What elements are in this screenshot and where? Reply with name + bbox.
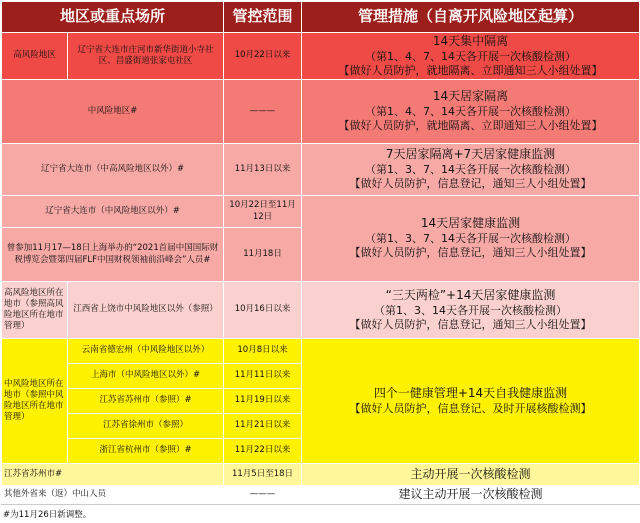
measure-line: 14天居家隔离 [432,89,509,104]
dalian-date-1: 11月13日以来 [224,144,302,196]
header-measures: 管理措施（自离开风险地区起算） [302,2,640,33]
table-row [2,464,640,486]
measure-line: 建议主动开展一次核酸检测 [398,487,543,502]
measure-line: （第1、3、7、14天各开展一次核酸检测） [365,163,577,176]
measure-line: （第1、3、14天各开展一次核酸检测） [374,303,568,317]
yellow-group-label: 中风险地区所在地市（参照中风险地区所在地市管理） [2,339,68,464]
measure-line: 【做好人员防护，信息登记，通知三人小组处置】 [349,177,592,191]
table-row [2,80,640,144]
measure-line: 【做好人员防护，就地隔离、立即通知三人小组处置】 [338,119,603,133]
zhongshan-date: ——— [224,486,302,505]
table-row [2,339,640,364]
high-risk-area: 辽宁省大连市庄河市新华街道小寺社区、昌盛街道张家屯社区 [68,33,224,80]
high-risk-measures [302,33,640,80]
suzhou-area: 江苏省苏州市# [2,464,224,486]
measure-line: 【做好人员防护，信息登记，通知三人小组处置】 [349,317,592,331]
measure-line: 主动开展一次核酸检测 [410,466,531,481]
dalian-date-2: 10月22日至11月12日 [224,196,302,228]
measure-line: 【做好人员防护，信息登记、及时开展核酸检测】 [349,401,592,415]
yellow-area-1: 云南省德宏州（中风险地区以外） [68,339,224,364]
shangrao-measures [302,282,640,339]
risk-area-table [1,1,640,505]
header-scope: 管控范围 [224,2,302,33]
measure-line: （第1、4、7、14天各开展一次核酸检测） [365,49,577,63]
dalian-measures [302,144,640,196]
high-risk-date: 10月22日以来 [224,33,302,80]
expo-date: 11月18日 [224,228,302,282]
yellow-date-5: 11月22日以来 [224,439,302,464]
home-monitor-measures [302,196,640,282]
footnote: #为11月26日新调整。 [3,510,92,520]
measure-line: 7天居家隔离+7天居家健康监测 [385,147,556,162]
measure-line: 四个一健康管理+14天自我健康监测 [373,386,568,401]
suzhou-measures [302,464,640,486]
yellow-area-2: 上海市（中风险地区以外）# [68,364,224,389]
table-row [2,144,640,196]
dalian-area-1: 辽宁省大连市（中高风险地区以外）# [2,144,224,196]
yellow-date-4: 11月21日以来 [224,414,302,439]
zhongshan-area: 其他外省来（返）中山人员 [2,486,224,505]
mid-risk-date: ——— [224,80,302,144]
shangrao-label: 高风险地区所在地市（参照高风险地区所在地市管理） [2,282,68,339]
measure-line: （第1、3、7、14天各开展一次核酸检测） [365,232,577,245]
measure-line: （第1、4、7、14天各开展一次核酸检测） [365,105,577,118]
table-row [2,196,640,228]
table-row [2,33,640,80]
table-row [2,282,640,339]
yellow-area-4: 江苏省徐州市（参照） [68,414,224,439]
yellow-measures [302,339,640,464]
measure-line: 【做好人员防护，信息登记，通知三人小组处置】 [349,246,592,260]
yellow-date-1: 10月8日以来 [224,339,302,364]
shangrao-area: 江西省上饶市中风险地区以外（参照） [68,282,224,339]
mid-risk-measures [302,80,640,144]
yellow-date-3: 11月19日以来 [224,389,302,414]
suzhou-date: 11月5日至18日 [224,464,302,486]
dalian-area-2: 辽宁省大连市（中风险地区以外）# [2,196,224,228]
measure-line: 14天集中隔离 [432,33,509,48]
zhongshan-measures [302,486,640,505]
measure-line: 14天居家健康监测 [420,216,521,231]
measure-line: 【做好人员防护，就地隔离、立即通知三人小组处置】 [338,63,603,77]
shangrao-date: 10月16日以来 [224,282,302,339]
table-header-row [2,2,640,33]
yellow-date-2: 11月11日以来 [224,364,302,389]
header-area: 地区或重点场所 [2,2,224,33]
measure-line: “三天两检”+14天居家健康监测 [385,287,556,302]
mid-risk-area: 中风险地区# [2,80,224,144]
high-risk-label: 高风险地区 [2,33,68,80]
table-row [2,486,640,505]
yellow-area-5: 浙江省杭州市（参照）# [68,439,224,464]
expo-area: 曾参加11月17—18日上海举办的“2021首届中国国际财税博览会暨第四届FLF中国财税领袖前沿峰会”人员# [2,228,224,282]
yellow-area-3: 江苏省苏州市（参照）# [68,389,224,414]
